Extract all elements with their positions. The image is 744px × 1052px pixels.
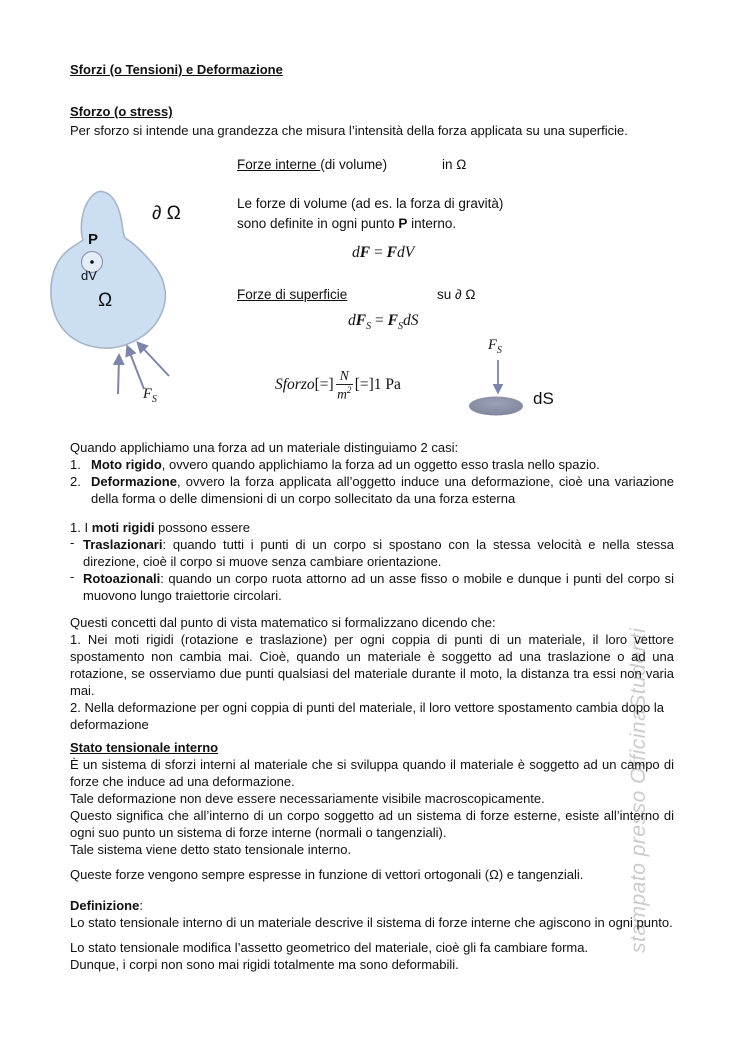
volume-forces-heading: Forze interne (di volume) <box>237 157 388 172</box>
intro-paragraph: Per sforzo si intende una grandezza che misura l’intensità della forza applicata su una superficie. <box>70 123 628 138</box>
surface-force-arrow <box>139 344 169 376</box>
list-item-traslazionari: - Traslazionari: quando tutti i punti di un corpo si spostano con la stessa velocità e nella stessa direzione, cioè il corpo si muove senza cambiare orientazione. <box>70 535 674 569</box>
point-label: P <box>88 231 99 248</box>
stress-figure <box>0 151 744 439</box>
stato-paragraph-4: Tale sistema viene detto stato tensionale interno. <box>70 842 352 857</box>
surface-forces-heading: Forze di superficie <box>237 287 348 302</box>
formal-intro-line: Questi concetti dal punto di vista matematico si formalizzano dicendo che: <box>70 615 496 630</box>
list-item-moto-rigido: 1. Moto rigido, ovvero quando applichiamo la forza ad un oggetto esso trasla nello spazio. <box>70 457 600 472</box>
page-title: Sforzi (o Tensioni) e Deformazione <box>70 62 283 77</box>
surface-force-label: $F_S$ <box>488 337 502 356</box>
finale-paragraph-1: Lo stato tensionale modifica l’assetto geometrico del materiale, cioè gli fa cambiare forma. <box>70 940 589 955</box>
surface-element-diagram <box>465 356 535 418</box>
volume-forces-description: Le forze di volume (ad es. la forza di gravità) sono definite in ogni punto P interno. <box>237 196 504 231</box>
surface-force-arrow <box>118 357 119 394</box>
blob-domain-diagram <box>30 176 220 411</box>
formal-paragraph-1: 1. Nei moti rigidi (rotazione e traslazione) per ogni coppia di punti di un materiale, il loro vettore spostamento non cambia mai. Cioè, quando un materiale è soggetto ad una traslazione o ad una rotazione, se osserviamo due punti qualsiasi del materiale durante il moto, la distanza tra essi non varia mai. <box>70 632 674 698</box>
list-item-deformazione: 2. Deformazione, ovvero la forza applicata all’oggetto induce una deformazione, cioè una variazione della forma o delle dimensioni di un corpo sollecitato da una forza esterna <box>70 474 674 506</box>
section-heading-sforzo: Sforzo (o stress) <box>70 104 173 119</box>
moti-rigidi-intro: 1. I moti rigidi possono essere <box>70 520 250 535</box>
volume-force-formula: dF = FdV <box>352 244 415 261</box>
surface-force-formula: $dF_S = F_SdS$ <box>348 312 419 333</box>
surface-area-label: dS <box>533 389 554 408</box>
watermark-text: stampato presso OfficinaStudenti <box>627 627 650 953</box>
list-item-rotoazionali: - Rotoazionali: quando un corpo ruota attorno ad un asse fisso o mobile e dunque i punti del corpo si muovono lungo traiettorie circolari. <box>70 569 674 603</box>
surface-force-arrow <box>128 348 144 389</box>
domain-label: Ω <box>98 290 113 311</box>
stato-paragraph-2: Tale deformazione non deve essere necessariamente visibile macroscopicamente. <box>70 791 545 806</box>
stato-paragraph-1: È un sistema di sforzi interni al materiale che si sviluppa quando il materiale è soggetto ad un campo di forze che induce ad una deformazione. <box>70 757 674 789</box>
definizione-heading: Definizione: <box>70 898 143 913</box>
surface-force-label: $F_S$ <box>143 386 157 405</box>
blob-shape <box>51 191 166 348</box>
queste-forze-line: Queste forze vengono sempre espresse in funzione di vettori ortogonali (Ω) e tangenziali. <box>70 867 584 882</box>
surface-element-ellipse <box>469 397 523 416</box>
point-p-dot <box>90 260 94 264</box>
boundary-label: ∂ Ω <box>152 203 181 224</box>
section-heading-stato: Stato tensionale interno <box>70 740 219 755</box>
definizione-paragraph: Lo stato tensionale interno di un materiale descrive il sistema di forze interne che agiscono in ogni punto. <box>70 915 673 930</box>
stress-unit-formula: Sforzo[=] $\frac{N}{m^2}$ [=]1 Pa <box>275 368 401 402</box>
volume-element-label: dV <box>81 268 97 283</box>
stato-paragraph-3: Questo significa che all’interno di un corpo soggetto ad un sistema di forze esterne, esiste all’interno di ogni suo punto un sistema di forze interne (normali o tangenziali). <box>70 808 674 840</box>
volume-domain-note: in Ω <box>442 157 467 172</box>
finale-paragraph-2: Dunque, i corpi non sono mai rigidi totalmente ma sono deformabili. <box>70 957 459 972</box>
body-text <box>70 439 674 973</box>
casi-intro-line: Quando applichiamo una forza ad un materiale distinguiamo 2 casi: <box>70 440 459 455</box>
surface-domain-note: su ∂ Ω <box>437 287 476 302</box>
formal-paragraph-2: 2. Nella deformazione per ogni coppia di punti del materiale, il loro vettore spostamento cambia dopo la deformazione <box>70 700 665 732</box>
